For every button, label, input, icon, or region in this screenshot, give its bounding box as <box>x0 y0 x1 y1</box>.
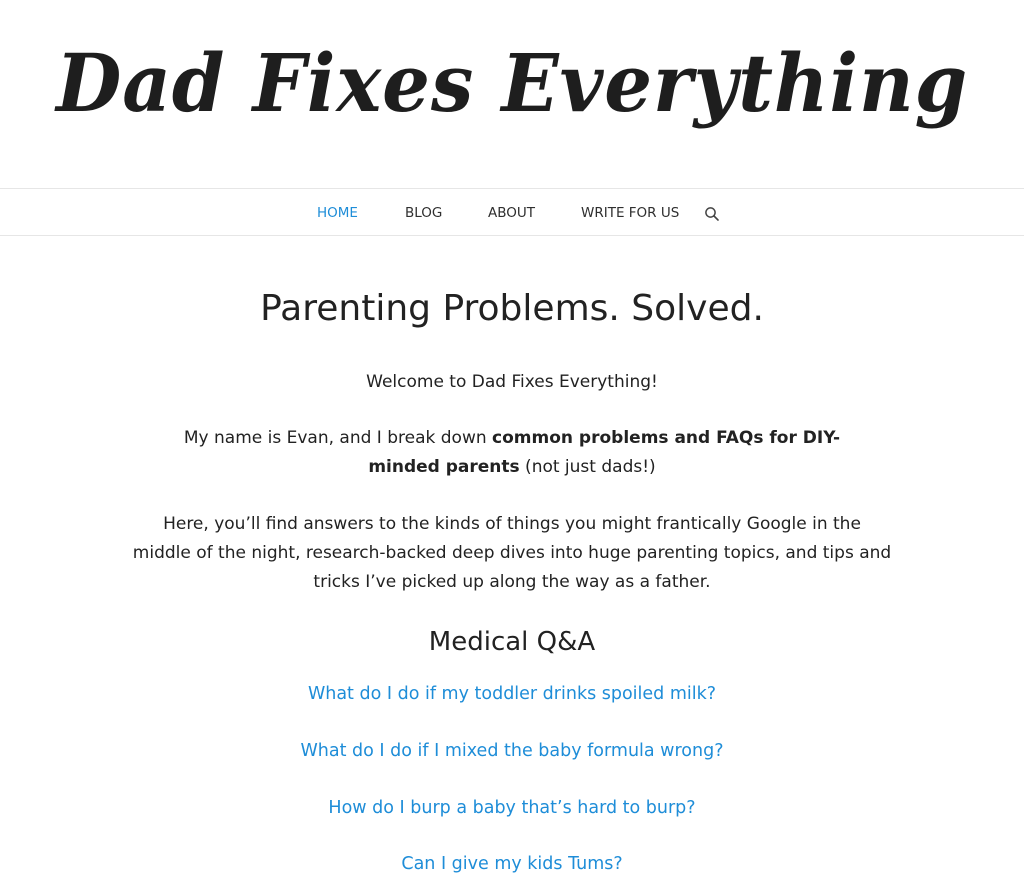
qa-link[interactable]: What do I do if my toddler drinks spoiled milk? <box>307 684 717 704</box>
welcome-text: Welcome to Dad Fixes Everything! <box>366 372 658 392</box>
about-paragraph <box>152 424 872 482</box>
main-nav <box>0 188 1024 236</box>
nav-item-write-for-us[interactable]: WRITE FOR US <box>581 205 680 221</box>
qa-link[interactable]: What do I do if I mixed the baby formula wrong? <box>300 741 724 761</box>
nav-item-blog[interactable]: BLOG <box>405 205 443 221</box>
about-lead: My name is Evan, and I break down <box>183 428 493 448</box>
qa-link[interactable]: How do I burp a baby that’s hard to burp? <box>328 798 696 818</box>
nav-item-home[interactable]: HOME <box>317 205 358 221</box>
site-logo[interactable]: Dad Fixes Everything <box>55 36 969 130</box>
intro-paragraph: Here, you’ll find answers to the kinds of things you might frantically Google in the middle of the night, research-backed deep dives into huge parenting topics, and tips and tricks I’ve picked up along the way as a father. <box>132 514 892 592</box>
search-button[interactable] <box>704 206 720 222</box>
search-icon <box>704 206 720 222</box>
qa-link[interactable]: Can I give my kids Tums? <box>401 854 623 874</box>
page-title: Parenting Problems. Solved. <box>260 288 764 329</box>
about-tail: (not just dads!) <box>519 457 656 477</box>
nav-item-about[interactable]: ABOUT <box>488 205 536 221</box>
section-heading-medical-qa: Medical Q&A <box>428 627 596 657</box>
about-bold: common problems and FAQs for DIY-minded parents <box>368 428 841 477</box>
site-header <box>0 0 1024 188</box>
